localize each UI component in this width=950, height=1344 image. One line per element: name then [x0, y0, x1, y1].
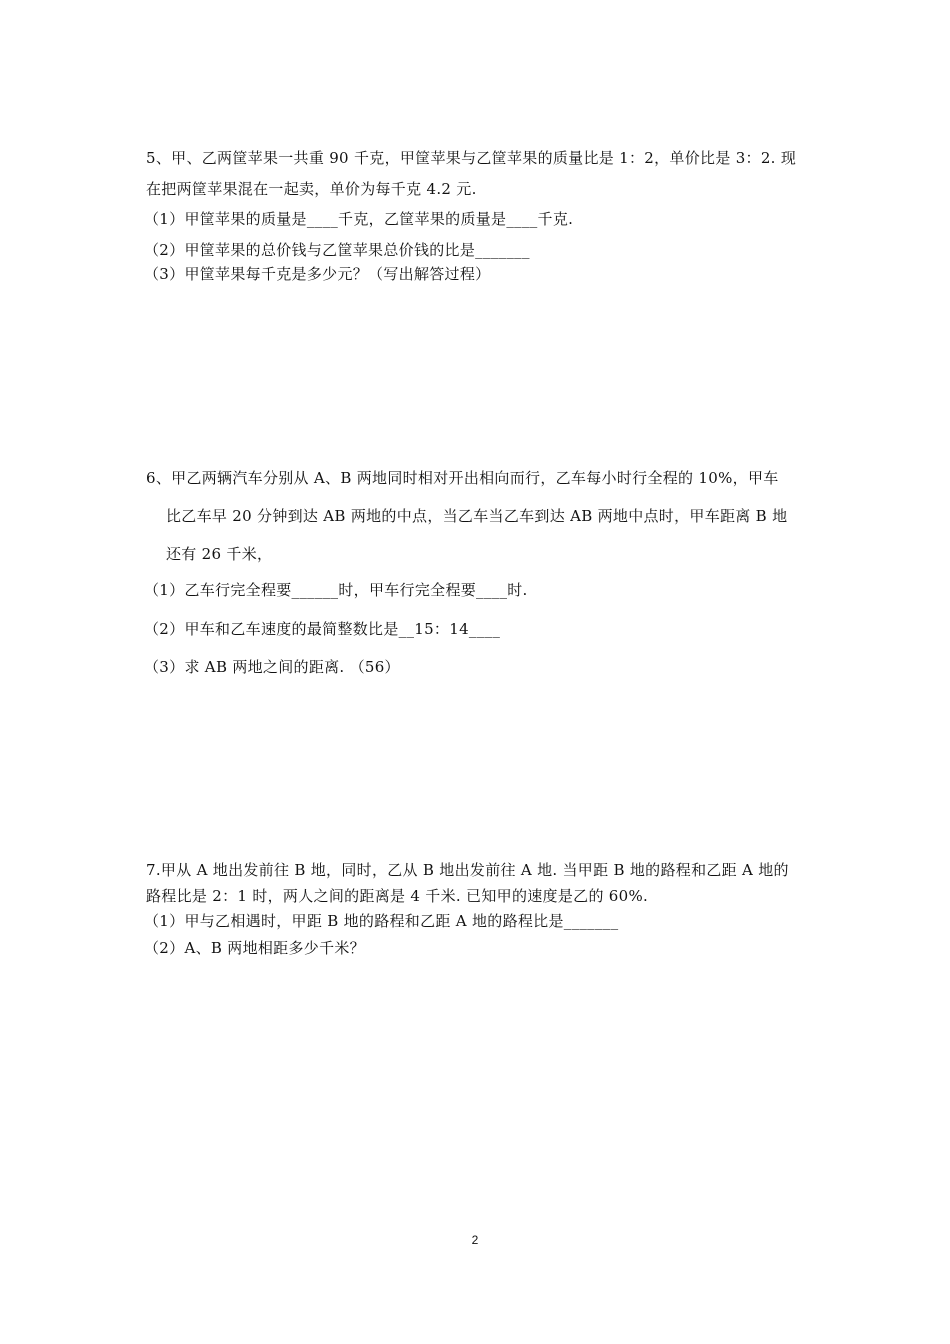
- sub-question: （2）甲车和乙车速度的最简整数比是__15：14____: [144, 620, 501, 638]
- sub-question: （1）甲筐苹果的质量是____千克，乙筐苹果的质量是____千克.: [144, 210, 574, 228]
- problem-text-line: 7.甲从 A 地出发前往 B 地，同时，乙从 B 地出发前往 A 地. 当甲距 B 地的路程和乙距 A 地的: [146, 861, 789, 879]
- problem-text-line: 还有 26 千米，: [166, 545, 273, 563]
- problem-text-line: 在把两筐苹果混在一起卖，单价为每千克 4.2 元.: [146, 180, 477, 198]
- problem-text-line: 比乙车早 20 分钟到达 AB 两地的中点，当乙车当乙车到达 AB 两地中点时，甲车距离 B 地: [166, 507, 788, 525]
- sub-question: （1）乙车行完全程要______时，甲车行完全程要____时.: [144, 581, 528, 599]
- problem-text-line: 6、甲乙两辆汽车分别从 A、B 两地同时相对开出相向而行，乙车每小时行全程的 10%，甲车: [146, 469, 779, 487]
- sub-question: （3）求 AB 两地之间的距离. （56）: [144, 658, 400, 676]
- page-number: 2: [471, 1233, 479, 1247]
- sub-question: （3）甲筐苹果每千克是多少元？（写出解答过程）: [144, 265, 491, 283]
- sub-question: （1）甲与乙相遇时，甲距 B 地的路程和乙距 A 地的路程比是_______: [144, 912, 619, 930]
- problem-text-line: 路程比是 2：1 时，两人之间的距离是 4 千米. 已知甲的速度是乙的 60%.: [146, 887, 649, 905]
- sub-question: （2）甲筐苹果的总价钱与乙筐苹果总价钱的比是_______: [144, 241, 530, 259]
- problem-text-line: 5、甲、乙两筐苹果一共重 90 千克，甲筐苹果与乙筐苹果的质量比是 1：2，单价比是 3：2. 现: [146, 149, 797, 167]
- sub-question: （2）A、B 两地相距多少千米？: [144, 939, 365, 957]
